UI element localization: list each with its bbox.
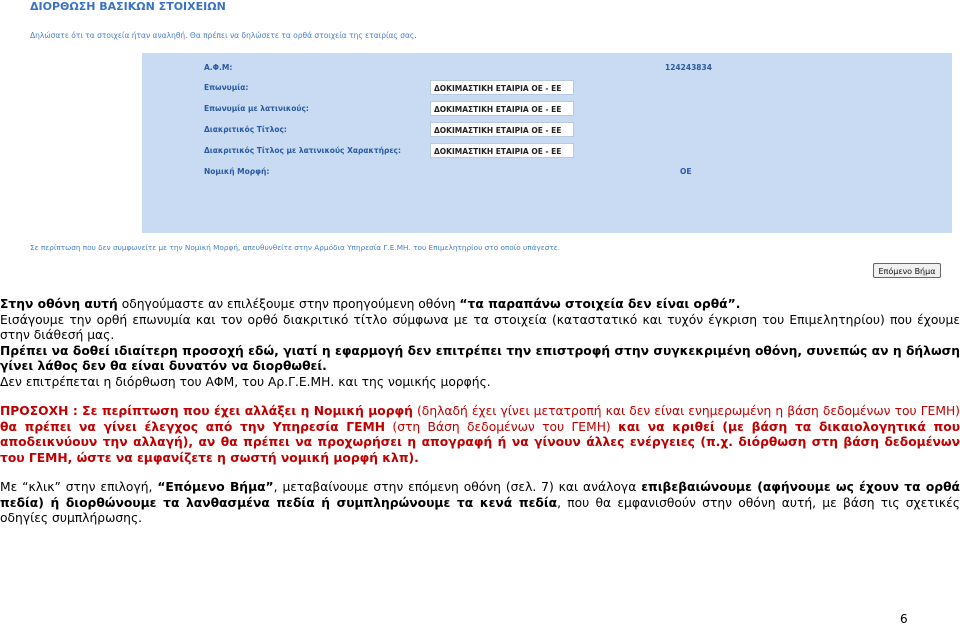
document-body: [0, 297, 960, 527]
legal-form-note: Σε περίπτωση που δεν συμφωνείτε με την Νομική Μορφή, απευθυνθείτε στην Αρμόδια Υπηρεσία Γ.Ε.ΜΗ. του Επιμελητηρίου στο οποίο υπάγεστε.: [30, 243, 560, 252]
paragraph-attention: [0, 404, 960, 466]
text: οδηγούμαστε αν επιλέξουμε στην προηγούμενη οθόνη: [117, 297, 460, 311]
text: ΠΡΟΣΟΧΗ : Σε περίπτωση που έχει αλλάξει η Νομική μορφή: [0, 404, 413, 418]
paragraph-warning: Πρέπει να δοθεί ιδιαίτερη προσοχή εδώ, γιατί η εφαρμογή δεν επιτρέπει την επιστροφή στην συγκεκριμένη οθόνη, συνεπώς αν η δήλωση γίνει λάθος δεν θα είναι δυνατόν να διορθωθεί.: [0, 343, 960, 373]
text: “τα παραπάνω στοιχεία δεν είναι ορθά”.: [459, 297, 741, 311]
text: (δηλαδή έχει γίνει μετατροπή και δεν είναι ενημερωμένη η βάση δεδομένων του ΓΕΜΗ): [412, 404, 960, 418]
text: και να κριθεί (με βάση τα δικαιολογητικά που αποδεικνύουν την αλλαγή), αν θα πρέπει να προχωρήσει η απογραφή ή να γίνουν άλλες ενέργειες (π.χ. διόρθωση στη βάση δεδομένων του ΓΕΜΗ, ώστε να εμφανίζετε η σωστή νομική μορφή κλπ).: [0, 419, 960, 465]
screenshot-subtitle: Δηλώσατε ότι τα στοιχεία ήταν αναληθή. Θα πρέπει να δηλώσετε τα ορθά στοιχεία της εταιρίας σας.: [30, 31, 417, 40]
title-input[interactable]: ΔΟΚΙΜΑΣΤΙΚΗ ΕΤΑΙΡΙΑ ΟΕ - ΕΕ: [430, 122, 574, 137]
text: θα πρέπει να γίνει έλεγχος από την Υπηρεσία ΓΕΜΗ: [0, 419, 386, 434]
eponymia-label: Επωνυμία:: [204, 83, 249, 92]
page-number: 6: [900, 612, 908, 626]
eponymia-input[interactable]: ΔΟΚΙΜΑΣΤΙΚΗ ΕΤΑΙΡΙΑ ΟΕ - ΕΕ: [430, 80, 574, 95]
text: , μεταβαίνουμε στην επόμενη οθόνη (σελ. 7) και ανάλογα: [273, 480, 642, 494]
text: Στην οθόνη αυτή: [0, 297, 118, 311]
next-step-button[interactable]: Επόμενο Βήμα: [873, 263, 941, 278]
legal-form-label: Νομική Μορφή:: [204, 167, 270, 176]
title-latin-input[interactable]: ΔΟΚΙΜΑΣΤΙΚΗ ΕΤΑΙΡΙΑ ΟΕ - ΕΕ: [430, 143, 574, 158]
afm-label: Α.Φ.Μ:: [204, 63, 233, 72]
eponymia-latin-label: Επωνυμία με λατινικούς:: [204, 104, 309, 113]
paragraph-intro: [0, 297, 960, 313]
legal-form-value: ΟΕ: [680, 167, 692, 176]
text: (στη Βάση δεδομένων του ΓΕΜΗ): [385, 419, 619, 434]
eponymia-latin-input[interactable]: ΔΟΚΙΜΑΣΤΙΚΗ ΕΤΑΙΡΙΑ ΟΕ - ΕΕ: [430, 101, 574, 116]
afm-value: 124243834: [665, 63, 712, 72]
text: , που θα εμφανισθούν στην οθόνη αυτή, με βάση τις σχετικές οδηγίες συμπλήρωσης.: [0, 495, 960, 525]
text: Με “κλικ” στην επιλογή,: [0, 480, 158, 494]
paragraph-enter: Εισάγουμε την ορθή επωνυμία και τον ορθό διακριτικό τίτλο σύμφωνα με τα στοιχεία (καταστατικό και τυχόν έγκριση του Επιμελητηρίου) που έχουμε στην διάθεσή μας.: [0, 312, 960, 342]
title-latin-label: Διακριτικός Τίτλος με λατινικούς Χαρακτήρες:: [204, 146, 401, 155]
paragraph-next-step: [0, 480, 960, 527]
title-label: Διακριτικός Τίτλος:: [204, 125, 287, 134]
text: “Επόμενο Βήμα”: [157, 480, 274, 494]
paragraph-restriction: Δεν επιτρέπεται η διόρθωση του ΑΦΜ, του Αρ.Γ.Ε.ΜΗ. και της νομικής μορφής.: [0, 374, 491, 389]
screenshot-title: ΔΙΟΡΘΩΣΗ ΒΑΣΙΚΩΝ ΣΤΟΙΧΕΙΩΝ: [30, 0, 226, 13]
form-panel: [142, 53, 952, 233]
text: επιβεβαιώνουμε (αφήνουμε ως έχουν τα ορθά πεδία) ή διορθώνουμε τα λανθασμένα πεδία ή συμπληρώνουμε τα κενά πεδία: [0, 480, 960, 510]
